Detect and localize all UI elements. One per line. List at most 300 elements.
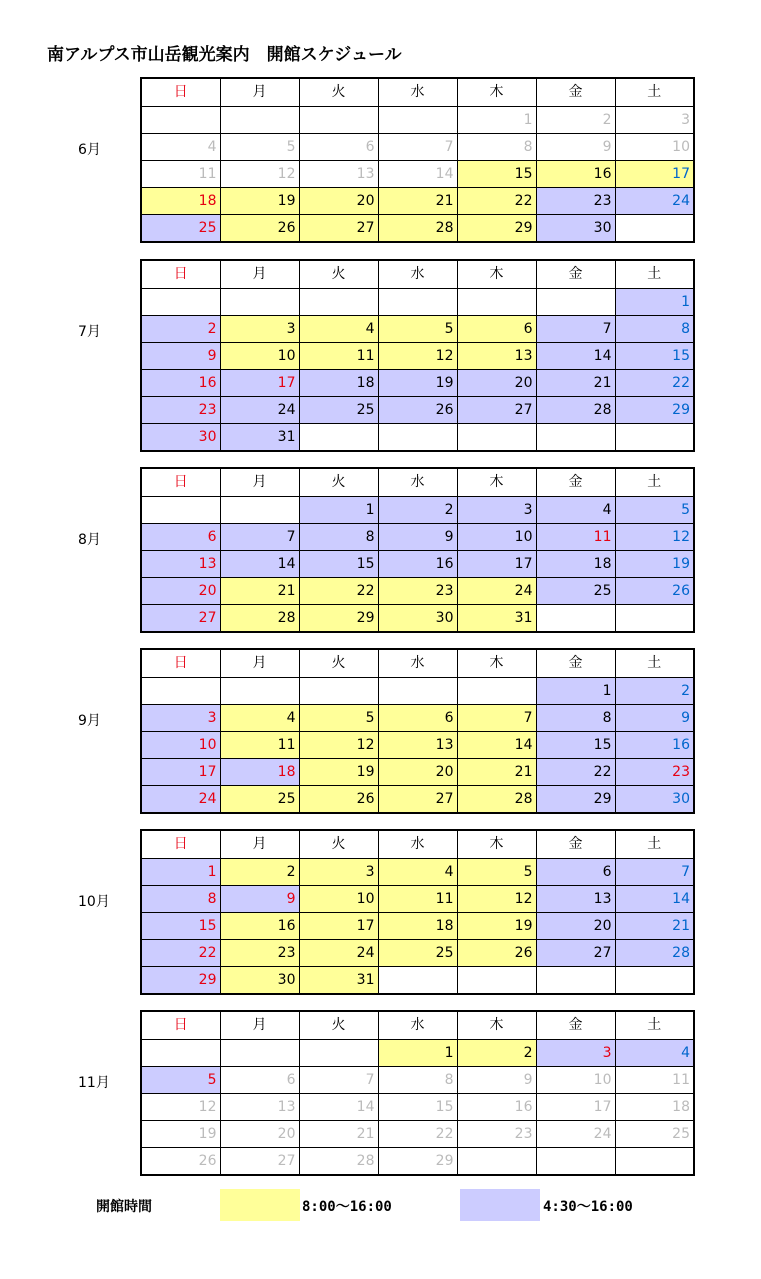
day-cell: 5 [299, 704, 378, 731]
week-row [141, 342, 694, 369]
weekday-header: 日 [141, 1011, 220, 1039]
day-cell: 26 [220, 214, 299, 242]
weekday-header: 金 [536, 830, 615, 858]
weekday-header-row [141, 78, 694, 106]
day-cell: 8 [378, 1066, 457, 1093]
weekday-header: 金 [536, 1011, 615, 1039]
weekday-header: 金 [536, 78, 615, 106]
day-cell: 2 [220, 858, 299, 885]
day-cell: 10 [141, 731, 220, 758]
day-cell: 19 [220, 187, 299, 214]
day-cell: 20 [141, 577, 220, 604]
day-cell: 24 [299, 939, 378, 966]
day-cell: 17 [457, 550, 536, 577]
day-cell [615, 966, 694, 994]
day-cell: 24 [536, 1120, 615, 1147]
day-cell: 18 [378, 912, 457, 939]
day-cell: 19 [141, 1120, 220, 1147]
day-cell: 28 [457, 785, 536, 813]
day-cell: 13 [457, 342, 536, 369]
weekday-header: 月 [220, 649, 299, 677]
day-cell [378, 966, 457, 994]
day-cell: 25 [299, 396, 378, 423]
day-cell [615, 214, 694, 242]
legend-swatch-yellow [220, 1189, 300, 1221]
day-cell: 12 [615, 523, 694, 550]
day-cell [220, 496, 299, 523]
legend-label: 開館時間 [96, 1199, 152, 1215]
day-cell: 15 [299, 550, 378, 577]
week-row [141, 106, 694, 133]
day-cell: 11 [141, 160, 220, 187]
day-cell [457, 288, 536, 315]
day-cell: 16 [141, 369, 220, 396]
day-cell: 3 [457, 496, 536, 523]
day-cell: 26 [615, 577, 694, 604]
day-cell: 25 [536, 577, 615, 604]
month-calendar-table [140, 467, 695, 633]
week-row [141, 758, 694, 785]
weekday-header: 土 [615, 260, 694, 288]
day-cell [220, 288, 299, 315]
weekday-header: 木 [457, 260, 536, 288]
day-cell: 9 [378, 523, 457, 550]
day-cell: 26 [299, 785, 378, 813]
day-cell: 18 [299, 369, 378, 396]
day-cell: 30 [220, 966, 299, 994]
day-cell [141, 106, 220, 133]
day-cell [615, 423, 694, 451]
weekday-header-row [141, 649, 694, 677]
day-cell: 6 [457, 315, 536, 342]
day-cell: 20 [220, 1120, 299, 1147]
day-cell: 27 [141, 604, 220, 632]
legend-swatch-lavender [460, 1189, 540, 1221]
month-label: 8月 [78, 532, 101, 548]
day-cell: 10 [615, 133, 694, 160]
day-cell: 16 [536, 160, 615, 187]
day-cell: 10 [220, 342, 299, 369]
weekday-header: 木 [457, 1011, 536, 1039]
day-cell [141, 677, 220, 704]
day-cell: 21 [536, 369, 615, 396]
day-cell: 6 [299, 133, 378, 160]
day-cell: 28 [299, 1147, 378, 1175]
day-cell: 19 [378, 369, 457, 396]
day-cell: 16 [457, 1093, 536, 1120]
day-cell: 5 [141, 1066, 220, 1093]
week-row [141, 214, 694, 242]
day-cell: 19 [457, 912, 536, 939]
week-row [141, 912, 694, 939]
day-cell: 12 [220, 160, 299, 187]
day-cell: 26 [378, 396, 457, 423]
day-cell: 24 [615, 187, 694, 214]
day-cell: 27 [536, 939, 615, 966]
day-cell: 17 [299, 912, 378, 939]
day-cell: 21 [615, 912, 694, 939]
day-cell: 15 [615, 342, 694, 369]
weekday-header: 金 [536, 468, 615, 496]
day-cell: 24 [220, 396, 299, 423]
weekday-header: 水 [378, 78, 457, 106]
day-cell: 17 [615, 160, 694, 187]
month-calendar-table [140, 829, 695, 995]
week-row [141, 577, 694, 604]
day-cell: 1 [378, 1039, 457, 1066]
day-cell: 26 [141, 1147, 220, 1175]
day-cell: 3 [615, 106, 694, 133]
weekday-header: 木 [457, 830, 536, 858]
day-cell: 7 [536, 315, 615, 342]
day-cell: 9 [457, 1066, 536, 1093]
day-cell: 11 [220, 731, 299, 758]
day-cell: 30 [615, 785, 694, 813]
day-cell: 29 [457, 214, 536, 242]
day-cell: 10 [299, 885, 378, 912]
weekday-header: 水 [378, 1011, 457, 1039]
day-cell: 6 [220, 1066, 299, 1093]
day-cell: 22 [615, 369, 694, 396]
day-cell: 22 [378, 1120, 457, 1147]
day-cell: 25 [220, 785, 299, 813]
week-row [141, 966, 694, 994]
day-cell: 5 [378, 315, 457, 342]
day-cell: 30 [378, 604, 457, 632]
week-row [141, 496, 694, 523]
day-cell: 22 [536, 758, 615, 785]
day-cell [536, 1147, 615, 1175]
day-cell: 1 [615, 288, 694, 315]
day-cell: 23 [536, 187, 615, 214]
day-cell: 10 [457, 523, 536, 550]
weekday-header: 火 [299, 260, 378, 288]
day-cell: 8 [299, 523, 378, 550]
day-cell: 23 [615, 758, 694, 785]
day-cell [536, 288, 615, 315]
day-cell: 2 [615, 677, 694, 704]
day-cell: 7 [299, 1066, 378, 1093]
day-cell [378, 288, 457, 315]
day-cell [536, 604, 615, 632]
week-row [141, 1093, 694, 1120]
weekday-header: 日 [141, 649, 220, 677]
weekday-header: 土 [615, 468, 694, 496]
day-cell: 14 [457, 731, 536, 758]
day-cell: 2 [141, 315, 220, 342]
day-cell: 11 [378, 885, 457, 912]
day-cell: 4 [378, 858, 457, 885]
day-cell: 21 [457, 758, 536, 785]
day-cell: 31 [457, 604, 536, 632]
day-cell: 29 [141, 966, 220, 994]
day-cell: 13 [378, 731, 457, 758]
day-cell: 20 [378, 758, 457, 785]
weekday-header: 日 [141, 78, 220, 106]
day-cell [378, 106, 457, 133]
day-cell: 28 [536, 396, 615, 423]
day-cell: 9 [220, 885, 299, 912]
day-cell: 16 [220, 912, 299, 939]
day-cell [615, 1147, 694, 1175]
day-cell: 11 [299, 342, 378, 369]
day-cell: 27 [378, 785, 457, 813]
week-row [141, 858, 694, 885]
week-row [141, 731, 694, 758]
weekday-header: 火 [299, 78, 378, 106]
month-label: 11月 [78, 1075, 110, 1091]
day-cell: 27 [220, 1147, 299, 1175]
week-row [141, 133, 694, 160]
weekday-header: 水 [378, 260, 457, 288]
week-row [141, 604, 694, 632]
day-cell: 31 [220, 423, 299, 451]
weekday-header: 土 [615, 830, 694, 858]
day-cell: 1 [457, 106, 536, 133]
day-cell: 30 [536, 214, 615, 242]
day-cell [457, 966, 536, 994]
day-cell: 29 [536, 785, 615, 813]
day-cell: 6 [378, 704, 457, 731]
weekday-header-row [141, 1011, 694, 1039]
weekday-header: 木 [457, 78, 536, 106]
weekday-header: 日 [141, 468, 220, 496]
week-row [141, 288, 694, 315]
day-cell: 28 [378, 214, 457, 242]
day-cell: 14 [220, 550, 299, 577]
day-cell: 11 [536, 523, 615, 550]
day-cell: 15 [457, 160, 536, 187]
day-cell: 2 [457, 1039, 536, 1066]
day-cell: 3 [536, 1039, 615, 1066]
day-cell: 13 [299, 160, 378, 187]
weekday-header: 土 [615, 649, 694, 677]
day-cell: 15 [536, 731, 615, 758]
day-cell: 27 [457, 396, 536, 423]
day-cell: 17 [141, 758, 220, 785]
week-row [141, 550, 694, 577]
day-cell: 2 [378, 496, 457, 523]
day-cell [457, 423, 536, 451]
day-cell: 20 [536, 912, 615, 939]
day-cell: 18 [220, 758, 299, 785]
weekday-header: 水 [378, 649, 457, 677]
week-row [141, 187, 694, 214]
month-label: 6月 [78, 142, 101, 158]
day-cell: 25 [378, 939, 457, 966]
month-label: 9月 [78, 713, 101, 729]
page-title: 南アルプス市山岳観光案内 開館スケジュール [47, 45, 402, 65]
day-cell: 5 [615, 496, 694, 523]
weekday-header: 月 [220, 468, 299, 496]
day-cell: 12 [299, 731, 378, 758]
day-cell: 29 [615, 396, 694, 423]
weekday-header: 月 [220, 78, 299, 106]
day-cell: 22 [141, 939, 220, 966]
day-cell: 2 [536, 106, 615, 133]
weekday-header: 土 [615, 1011, 694, 1039]
weekday-header: 金 [536, 649, 615, 677]
weekday-header-row [141, 830, 694, 858]
day-cell: 8 [141, 885, 220, 912]
day-cell: 30 [141, 423, 220, 451]
day-cell: 7 [378, 133, 457, 160]
weekday-header: 木 [457, 468, 536, 496]
week-row [141, 1147, 694, 1175]
week-row [141, 369, 694, 396]
day-cell: 13 [220, 1093, 299, 1120]
day-cell: 10 [536, 1066, 615, 1093]
day-cell [378, 677, 457, 704]
day-cell: 6 [536, 858, 615, 885]
day-cell: 21 [378, 187, 457, 214]
day-cell [457, 677, 536, 704]
weekday-header-row [141, 260, 694, 288]
day-cell: 21 [220, 577, 299, 604]
day-cell: 24 [457, 577, 536, 604]
week-row [141, 396, 694, 423]
week-row [141, 704, 694, 731]
day-cell: 15 [141, 912, 220, 939]
week-row [141, 677, 694, 704]
weekday-header: 火 [299, 1011, 378, 1039]
weekday-header: 金 [536, 260, 615, 288]
day-cell: 8 [536, 704, 615, 731]
day-cell: 16 [378, 550, 457, 577]
day-cell: 12 [141, 1093, 220, 1120]
month-calendar-table [140, 1010, 695, 1176]
day-cell: 9 [141, 342, 220, 369]
weekday-header: 火 [299, 468, 378, 496]
week-row [141, 315, 694, 342]
day-cell: 5 [457, 858, 536, 885]
week-row [141, 1066, 694, 1093]
day-cell [220, 1039, 299, 1066]
day-cell: 19 [299, 758, 378, 785]
day-cell: 14 [536, 342, 615, 369]
day-cell [220, 677, 299, 704]
day-cell [378, 423, 457, 451]
day-cell: 25 [141, 214, 220, 242]
day-cell: 19 [615, 550, 694, 577]
weekday-header: 月 [220, 1011, 299, 1039]
day-cell: 24 [141, 785, 220, 813]
week-row [141, 1039, 694, 1066]
day-cell: 18 [615, 1093, 694, 1120]
day-cell: 20 [299, 187, 378, 214]
day-cell: 21 [299, 1120, 378, 1147]
weekday-header: 日 [141, 260, 220, 288]
day-cell: 29 [299, 604, 378, 632]
day-cell: 14 [378, 160, 457, 187]
day-cell: 25 [615, 1120, 694, 1147]
day-cell [220, 106, 299, 133]
day-cell: 14 [615, 885, 694, 912]
weekday-header: 水 [378, 468, 457, 496]
legend-text-lavender: 4:30～16:00 [543, 1199, 633, 1215]
day-cell: 1 [536, 677, 615, 704]
week-row [141, 785, 694, 813]
day-cell: 22 [299, 577, 378, 604]
weekday-header: 火 [299, 830, 378, 858]
day-cell: 18 [141, 187, 220, 214]
day-cell: 8 [615, 315, 694, 342]
day-cell [299, 1039, 378, 1066]
month-label: 7月 [78, 324, 101, 340]
day-cell: 28 [220, 604, 299, 632]
weekday-header: 日 [141, 830, 220, 858]
day-cell: 3 [299, 858, 378, 885]
day-cell: 27 [299, 214, 378, 242]
day-cell: 15 [378, 1093, 457, 1120]
month-label: 10月 [78, 894, 110, 910]
day-cell: 14 [299, 1093, 378, 1120]
day-cell: 23 [457, 1120, 536, 1147]
day-cell: 23 [141, 396, 220, 423]
month-calendar-table [140, 648, 695, 814]
day-cell [299, 106, 378, 133]
day-cell: 9 [615, 704, 694, 731]
week-row [141, 939, 694, 966]
day-cell: 1 [141, 858, 220, 885]
day-cell: 6 [141, 523, 220, 550]
week-row [141, 523, 694, 550]
weekday-header-row [141, 468, 694, 496]
day-cell: 20 [457, 369, 536, 396]
day-cell [141, 288, 220, 315]
weekday-header: 火 [299, 649, 378, 677]
day-cell: 3 [220, 315, 299, 342]
day-cell: 7 [220, 523, 299, 550]
day-cell: 17 [220, 369, 299, 396]
day-cell: 12 [378, 342, 457, 369]
day-cell: 29 [378, 1147, 457, 1175]
weekday-header: 木 [457, 649, 536, 677]
day-cell: 4 [536, 496, 615, 523]
day-cell [299, 677, 378, 704]
day-cell: 22 [457, 187, 536, 214]
day-cell: 8 [457, 133, 536, 160]
day-cell: 23 [378, 577, 457, 604]
day-cell: 16 [615, 731, 694, 758]
day-cell [299, 288, 378, 315]
day-cell: 11 [615, 1066, 694, 1093]
day-cell: 5 [220, 133, 299, 160]
day-cell [299, 423, 378, 451]
day-cell: 3 [141, 704, 220, 731]
day-cell: 26 [457, 939, 536, 966]
month-calendar-table [140, 77, 695, 243]
day-cell: 4 [220, 704, 299, 731]
day-cell: 13 [536, 885, 615, 912]
day-cell: 7 [457, 704, 536, 731]
month-calendar-table [140, 259, 695, 452]
day-cell: 4 [141, 133, 220, 160]
day-cell: 4 [299, 315, 378, 342]
day-cell: 13 [141, 550, 220, 577]
day-cell: 28 [615, 939, 694, 966]
day-cell: 1 [299, 496, 378, 523]
week-row [141, 885, 694, 912]
day-cell: 9 [536, 133, 615, 160]
day-cell [141, 1039, 220, 1066]
day-cell: 17 [536, 1093, 615, 1120]
weekday-header: 水 [378, 830, 457, 858]
day-cell [536, 423, 615, 451]
week-row [141, 160, 694, 187]
weekday-header: 土 [615, 78, 694, 106]
day-cell: 23 [220, 939, 299, 966]
